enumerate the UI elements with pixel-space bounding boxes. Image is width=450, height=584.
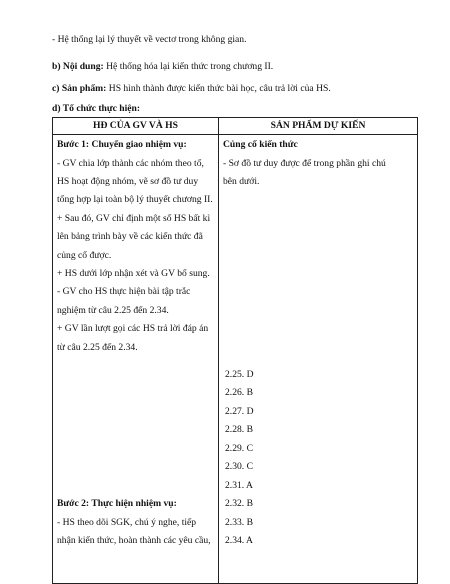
step2-title: Bước 2: Thực hiện nhiệm vụ: xyxy=(57,498,177,509)
step2-line: nhận kiến thức, hoàn thành các yêu cầu, xyxy=(57,535,211,546)
answer-item: 2.31. A xyxy=(225,480,253,491)
answer-item: 2.29. C xyxy=(225,443,253,454)
step1-line: lên bảng trình bày về các kiến thức đã xyxy=(57,231,203,242)
teacher-student-cell xyxy=(53,135,219,584)
intro-objective-line: - Hệ thống lại lý thuyết về vectơ trong không gian. xyxy=(52,34,247,45)
product-title: Củng cố kiến thức xyxy=(223,139,298,150)
intro-noi-dung xyxy=(52,61,273,72)
expected-product-cell xyxy=(219,135,418,584)
answer-item: 2.34. A xyxy=(225,535,253,546)
answer-item: 2.28. B xyxy=(225,424,253,435)
table-header-row xyxy=(53,118,418,135)
answer-item: 2.33. B xyxy=(225,517,253,528)
step1-line: từ câu 2.25 đến 2.34. xyxy=(57,342,138,353)
table-row xyxy=(53,135,418,584)
step1-line: + HS dưới lớp nhận xét và GV bổ sung. xyxy=(57,268,210,279)
product-line: bên dưới. xyxy=(223,176,260,187)
answer-item: 2.26. B xyxy=(225,387,253,398)
san-pham-text: HS hình thành được kiến thức bài học, câu trả lời của HS. xyxy=(106,83,331,94)
step1-title: Bước 1: Chuyển giao nhiệm vụ: xyxy=(57,139,187,150)
activity-table xyxy=(52,117,418,584)
noi-dung-text: Hệ thống hóa lại kiến thức trong chương II. xyxy=(103,61,274,72)
to-chuc-label: d) Tổ chức thực hiện: xyxy=(52,103,141,114)
intro-san-pham xyxy=(52,83,331,94)
step2-line: - HS theo dõi SGK, chú ý nghe, tiếp xyxy=(57,517,197,528)
step1-line: tổng hợp lại toàn bộ lý thuyết chương II. xyxy=(57,194,213,205)
step1-line: - GV cho HS thực hiện bài tập trắc xyxy=(57,286,191,297)
noi-dung-label: b) Nội dung: xyxy=(52,61,104,72)
header-gv-hs: HĐ CỦA GV VÀ HS xyxy=(53,118,219,135)
header-san-pham: SẢN PHẨM DỰ KIẾN xyxy=(219,118,418,135)
step1-line: nghiệm từ câu 2.25 đến 2.34. xyxy=(57,305,169,316)
san-pham-label: c) Sản phẩm: xyxy=(52,83,107,94)
intro-to-chuc xyxy=(52,103,140,114)
step1-line: + GV lần lượt gọi các HS trả lời đáp án xyxy=(57,323,209,334)
answer-item: 2.30. C xyxy=(225,461,253,472)
product-line: - Sơ đồ tư duy được để trong phần ghi chú xyxy=(223,158,386,169)
answer-item: 2.27. D xyxy=(225,406,254,417)
step1-line: HS hoạt động nhóm, vẽ sơ đồ tư duy xyxy=(57,176,199,187)
answer-item: 2.32. B xyxy=(225,498,253,509)
step1-line: củng cố được. xyxy=(57,250,112,261)
step1-line: - GV chia lớp thành các nhóm theo tổ, xyxy=(57,158,204,169)
answer-item: 2.25. D xyxy=(225,369,254,380)
step1-line: + Sau đó, GV chỉ định một số HS bất kì xyxy=(57,213,211,224)
